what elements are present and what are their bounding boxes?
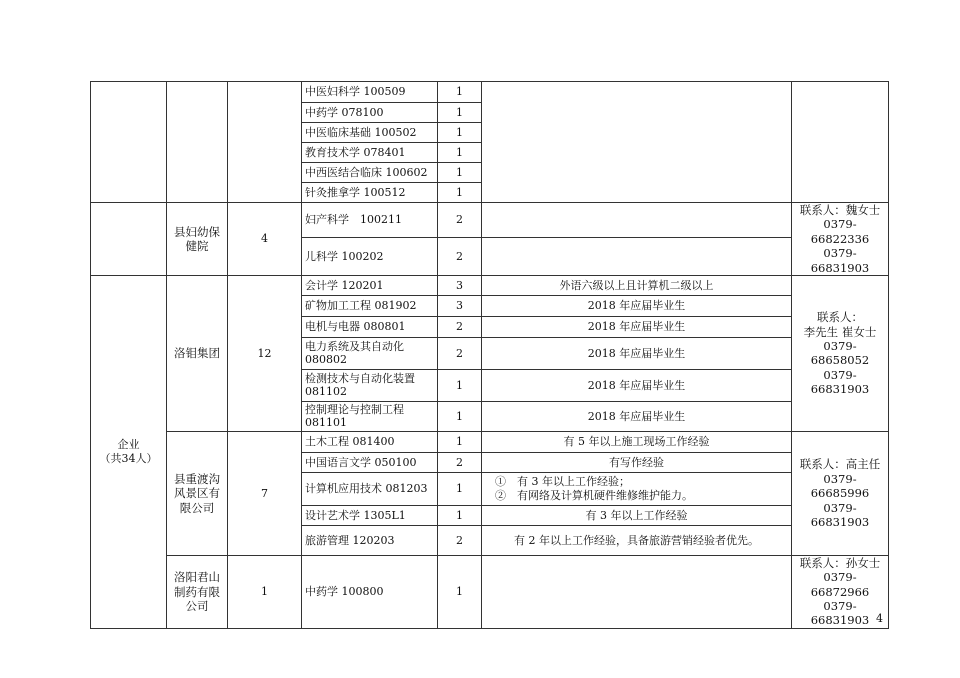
count-cell: 2 <box>438 337 482 369</box>
unit-total-cell: 12 <box>228 275 302 431</box>
count-cell: 1 <box>438 163 482 183</box>
major-cell: 儿科学 100202 <box>302 237 438 275</box>
requirement-cell <box>482 555 792 628</box>
count-cell: 2 <box>438 316 482 337</box>
contact-person-detail: 李先生 崔女士 <box>803 324 877 339</box>
unit-total-cell: 7 <box>228 431 302 555</box>
contact-cell <box>792 555 889 628</box>
category-cell-blank <box>91 203 167 276</box>
requirement-item: ② 有网络及计算机硬件维修维护能力。 <box>495 488 693 502</box>
requirement-cell: 有 5 年以上施工现场工作经验 <box>482 431 792 452</box>
requirement-item: ① 有 3 年以上工作经验； <box>495 475 630 489</box>
major-cell: 土木工程 081400 <box>302 431 438 452</box>
category-cell-continued <box>91 82 167 203</box>
major-cell: 中西医结合临床 100602 <box>302 163 438 183</box>
major-cell: 会计学 120201 <box>302 275 438 295</box>
count-cell: 1 <box>438 401 482 431</box>
table-row <box>91 82 889 103</box>
requirement-cell: 2018 年应届毕业生 <box>482 401 792 431</box>
requirement-cell: 2018 年应届毕业生 <box>482 295 792 316</box>
contact-phone: 0379-66831903 <box>810 599 870 628</box>
table-row <box>91 555 889 628</box>
count-cell: 3 <box>438 275 482 295</box>
recruitment-table <box>90 81 889 629</box>
count-cell: 1 <box>438 369 482 401</box>
major-cell: 中药学 100800 <box>302 555 438 628</box>
contact-person: 联系人：孙女士 <box>799 555 881 570</box>
count-cell: 2 <box>438 237 482 275</box>
unit-cell-continued <box>167 82 228 203</box>
contact-cell-continued <box>792 82 889 203</box>
major-cell: 教育技术学 078401 <box>302 143 438 163</box>
requirement-cell: 2018 年应届毕业生 <box>482 316 792 337</box>
count-cell: 2 <box>438 525 482 555</box>
count-cell: 1 <box>438 103 482 123</box>
total-cell-continued <box>228 82 302 203</box>
requirement-cell <box>482 472 792 505</box>
contact-person: 联系人：高主任 <box>799 457 881 472</box>
contact-person: 联系人： <box>817 310 863 325</box>
major-cell: 针灸推拿学 100512 <box>302 183 438 203</box>
major-cell: 电力系统及其自动化 080802 <box>302 337 438 369</box>
major-cell: 旅游管理 120203 <box>302 525 438 555</box>
requirement-cell: 2018 年应届毕业生 <box>482 369 792 401</box>
unit-name-cell: 县重渡沟风景区有限公司 <box>167 431 228 555</box>
table-row <box>91 203 889 238</box>
major-cell: 中国语言文学 050100 <box>302 452 438 472</box>
requirement-cell <box>482 237 792 275</box>
major-cell: 电机与电器 080801 <box>302 316 438 337</box>
category-total: （共34人） <box>99 451 158 465</box>
count-cell: 1 <box>438 431 482 452</box>
contact-phone: 0379-66831903 <box>810 246 870 275</box>
contact-phone: 0379-68658052 <box>810 339 870 368</box>
category-label: 企业 <box>117 438 140 452</box>
contact-cell <box>792 203 889 276</box>
count-cell: 2 <box>438 452 482 472</box>
contact-person: 联系人：魏女士 <box>799 203 881 217</box>
major-cell: 计算机应用技术 081203 <box>302 472 438 505</box>
major-cell: 控制理论与控制工程 081101 <box>302 401 438 431</box>
count-cell: 1 <box>438 143 482 163</box>
unit-name-cell: 洛阳君山制药有限公司 <box>167 555 228 628</box>
requirement-cell: 有 3 年以上工作经验 <box>482 505 792 525</box>
page-number: 4 <box>876 612 883 625</box>
count-cell: 1 <box>438 555 482 628</box>
major-cell: 中医妇科学 100509 <box>302 82 438 103</box>
contact-phone: 0379-66685996 <box>810 471 870 501</box>
requirement-cell: 有写作经验 <box>482 452 792 472</box>
contact-phone: 0379-66822336 <box>810 217 870 246</box>
requirement-cell-continued <box>482 82 792 203</box>
requirement-cell: 2018 年应届毕业生 <box>482 337 792 369</box>
count-cell: 1 <box>438 505 482 525</box>
count-cell: 3 <box>438 295 482 316</box>
contact-cell <box>792 431 889 555</box>
requirement-cell <box>482 203 792 238</box>
contact-cell <box>792 275 889 431</box>
unit-name-cell: 洛钼集团 <box>167 275 228 431</box>
major-cell: 矿物加工工程 081902 <box>302 295 438 316</box>
unit-total-cell: 1 <box>228 555 302 628</box>
major-cell: 设计艺术学 1305L1 <box>302 505 438 525</box>
major-cell: 妇产科学 100211 <box>302 203 438 238</box>
count-cell: 1 <box>438 123 482 143</box>
contact-phone: 0379-66831903 <box>810 500 870 529</box>
category-cell <box>91 275 167 628</box>
count-cell: 1 <box>438 82 482 103</box>
major-cell: 中医临床基础 100502 <box>302 123 438 143</box>
requirement-cell: 有 2 年以上工作经验，具备旅游营销经验者优先。 <box>482 525 792 555</box>
contact-phone: 0379-66831903 <box>810 367 870 397</box>
requirement-cell: 外语六级以上且计算机二级以上 <box>482 275 792 295</box>
count-cell: 1 <box>438 183 482 203</box>
unit-total-cell: 4 <box>228 203 302 276</box>
major-cell: 中药学 078100 <box>302 103 438 123</box>
unit-name-cell: 县妇幼保健院 <box>167 203 228 276</box>
major-cell: 检测技术与自动化装置 081102 <box>302 369 438 401</box>
table-row <box>91 275 889 295</box>
count-cell: 1 <box>438 472 482 505</box>
table-row <box>91 431 889 452</box>
contact-phone: 0379-66872966 <box>810 570 870 599</box>
count-cell: 2 <box>438 203 482 238</box>
